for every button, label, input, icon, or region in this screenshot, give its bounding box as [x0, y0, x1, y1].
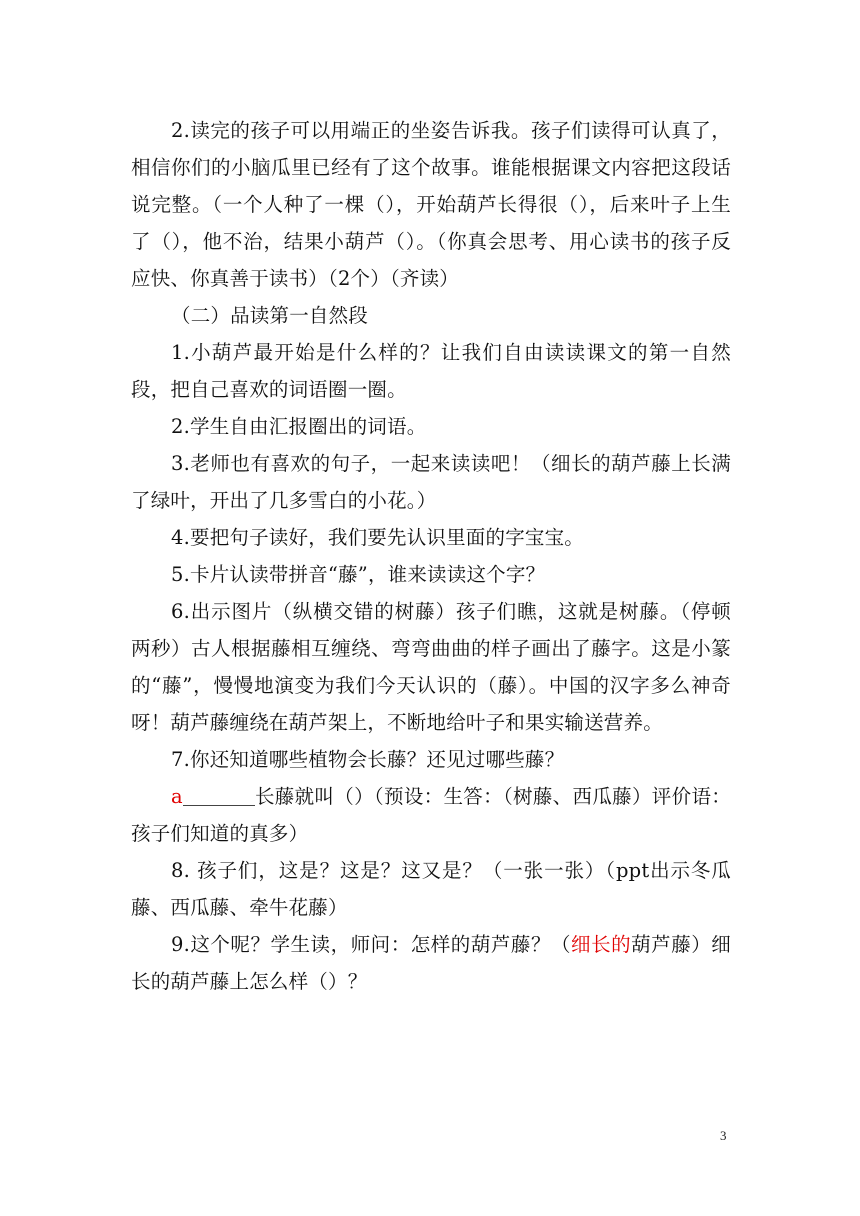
paragraph-step-5: 5.卡片认读带拼音“藤”，谁来读读这个字？	[171, 563, 546, 586]
paragraph-step-8: 8. 孩子们，这是？这是？这又是？（一张一张）（ppt出示冬瓜藤、西瓜藤、牵牛花藤）	[131, 859, 731, 919]
paragraph-retell: 2.读完的孩子可以用端正的坐姿告诉我。孩子们读得可认真了，相信你们的小脑瓜里已经有了这个故事。谁能根据课文内容把这段话说完整。（一个人种了一棵（），开始葫芦长得很（），后来叶子上生了（），他不治，结果小葫芦（）。（你真会思考、用心读书的孩子反应快、你真善于读书）（2个）（齐读）	[131, 119, 731, 290]
fill-blank-text: 长藤就叫（）（预设：生答：（树藤、西瓜藤）评价语：孩子们知道的真多）	[131, 785, 731, 845]
page-number: 3	[720, 1128, 727, 1143]
paragraph-fill-blank	[131, 778, 731, 852]
paragraph-step-4: 4.要把句子读好，我们要先认识里面的字宝宝。	[171, 526, 585, 549]
step-9-text-after: 葫芦藤）细长的葫芦藤上怎么样（）？	[131, 933, 731, 993]
paragraph-step-9	[131, 926, 731, 1000]
paragraph-step-7: 7.你还知道哪些植物会长藤？还见过哪些藤？	[171, 748, 565, 771]
section-heading-first-paragraph: （二）品读第一自然段	[171, 304, 369, 327]
paragraph-step-1: 1.小葫芦最开始是什么样的？让我们自由读读课文的第一自然段，把自己喜欢的词语圈一圈。	[131, 341, 731, 401]
paragraph-step-3: 3.老师也有喜欢的句子，一起来读读吧！（细长的葫芦藤上长满了绿叶，开出了几多雪白的小花。）	[131, 452, 731, 512]
fill-blank-marker: a	[171, 785, 183, 808]
document-body	[131, 112, 731, 1000]
step-9-text-before: 9.这个呢？学生读，师问：怎样的葫芦藤？（	[171, 933, 572, 956]
paragraph-step-6: 6.出示图片（纵横交错的树藤）孩子们瞧，这就是树藤。（停顿两秒）古人根据藤相互缠绕、弯弯曲曲的样子画出了藤字。这是小篆的“藤”，慢慢地演变为我们今天认识的（藤）。中国的汉字多么神奇呀！葫芦藤缠绕在葫芦架上，不断地给叶子和果实输送营养。	[131, 600, 731, 734]
step-9-highlight: 细长的	[571, 933, 632, 956]
fill-blank-line	[183, 787, 255, 806]
paragraph-step-2: 2.学生自由汇报圈出的词语。	[171, 415, 427, 438]
